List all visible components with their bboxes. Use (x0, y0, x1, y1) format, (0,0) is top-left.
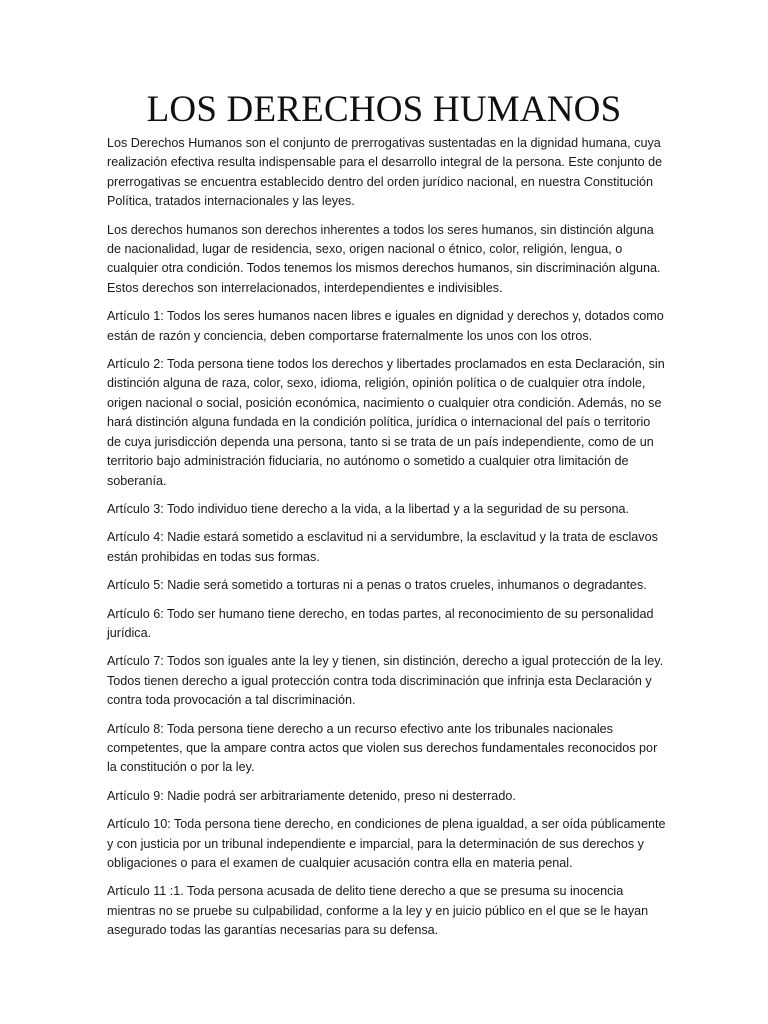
article-1-paragraph: Artículo 1: Todos los seres humanos nacen libres e iguales en dignidad y derechos y, dotados como están de razón y conciencia, deben comportarse fraternalmente los unos con los otros. (107, 309, 664, 343)
article-6-paragraph: Artículo 6: Todo ser humano tiene derecho, en todas partes, al reconocimiento de su personalidad jurídica. (107, 606, 654, 640)
article-5-paragraph: Artículo 5: Nadie será sometido a torturas ni a penas o tratos crueles, inhumanos o degradantes. (107, 578, 647, 593)
article-8-paragraph: Artículo 8: Toda persona tiene derecho a un recurso efectivo ante los tribunales nacionales competentes, que la ampare contra actos que violen sus derechos fundamentales reconocidos por la constitución o por la ley. (107, 721, 658, 775)
article-2-paragraph: Artículo 2: Toda persona tiene todos los derechos y libertades proclamados en esta Declaración, sin distinción alguna de raza, color, sexo, idioma, religión, opinión política o de cualquier otra índole, origen nacional o social, posición económica, nacimiento o cualquier otra condición. Además, no se hará distinción alguna fundada en la condición política, jurídica o internacional del país o territorio de cuya jurisdicción dependa una persona, tanto si se trata de un país independiente, como de un territorio bajo administración fiduciaria, no autónomo o sometido a cualquier otra limitación de soberanía. (107, 357, 665, 488)
article-7-paragraph: Artículo 7: Todos son iguales ante la ley y tienen, sin distinción, derecho a igual protección de la ley. Todos tienen derecho a igual protección contra toda discriminación que infrinja esta Declaración y contra toda provocación a tal discriminación. (107, 654, 664, 708)
document-title: LOS DERECHOS HUMANOS (146, 89, 622, 130)
article-4-paragraph: Artículo 4: Nadie estará sometido a esclavitud ni a servidumbre, la esclavitud y la trata de esclavos están prohibidas en todas sus formas. (107, 530, 658, 564)
intro-paragraph-2: Los derechos humanos son derechos inherentes a todos los seres humanos, sin distinción alguna de nacionalidad, lugar de residencia, sexo, origen nacional o étnico, color, religión, lengua, o cualquier otra condición. Todos tenemos los mismos derechos humanos, sin discriminación alguna. Estos derechos son interrelacionados, interdependientes e indivisibles. (107, 222, 661, 295)
article-3-paragraph: Artículo 3: Todo individuo tiene derecho a la vida, a la libertad y a la seguridad de su persona. (107, 501, 630, 516)
document-body (107, 134, 667, 950)
article-11-paragraph: Artículo 11 :1. Toda persona acusada de delito tiene derecho a que se presuma su inocencia mientras no se pruebe su culpabilidad, conforme a la ley y en juicio público en el que se le hayan asegurado todas las garantías necesarias para su defensa. (107, 884, 649, 938)
intro-paragraph-1: Los Derechos Humanos son el conjunto de prerrogativas sustentadas en la dignidad humana, cuya realización efectiva resulta indispensable para el desarrollo integral de la persona. Este conjunto de prerrogativas se encuentra establecido dentro del orden jurídico nacional, en nuestra Constitución Política, tratados internacionales y las leyes. (107, 136, 663, 209)
article-9-paragraph: Artículo 9: Nadie podrá ser arbitrariamente detenido, preso ni desterrado. (107, 788, 516, 803)
article-10-paragraph: Artículo 10: Toda persona tiene derecho, en condiciones de plena igualdad, a ser oída públicamente y con justicia por un tribunal independiente e imparcial, para la determinación de sus derechos y obligaciones o para el examen de cualquier acusación contra ella en materia penal. (107, 817, 666, 870)
